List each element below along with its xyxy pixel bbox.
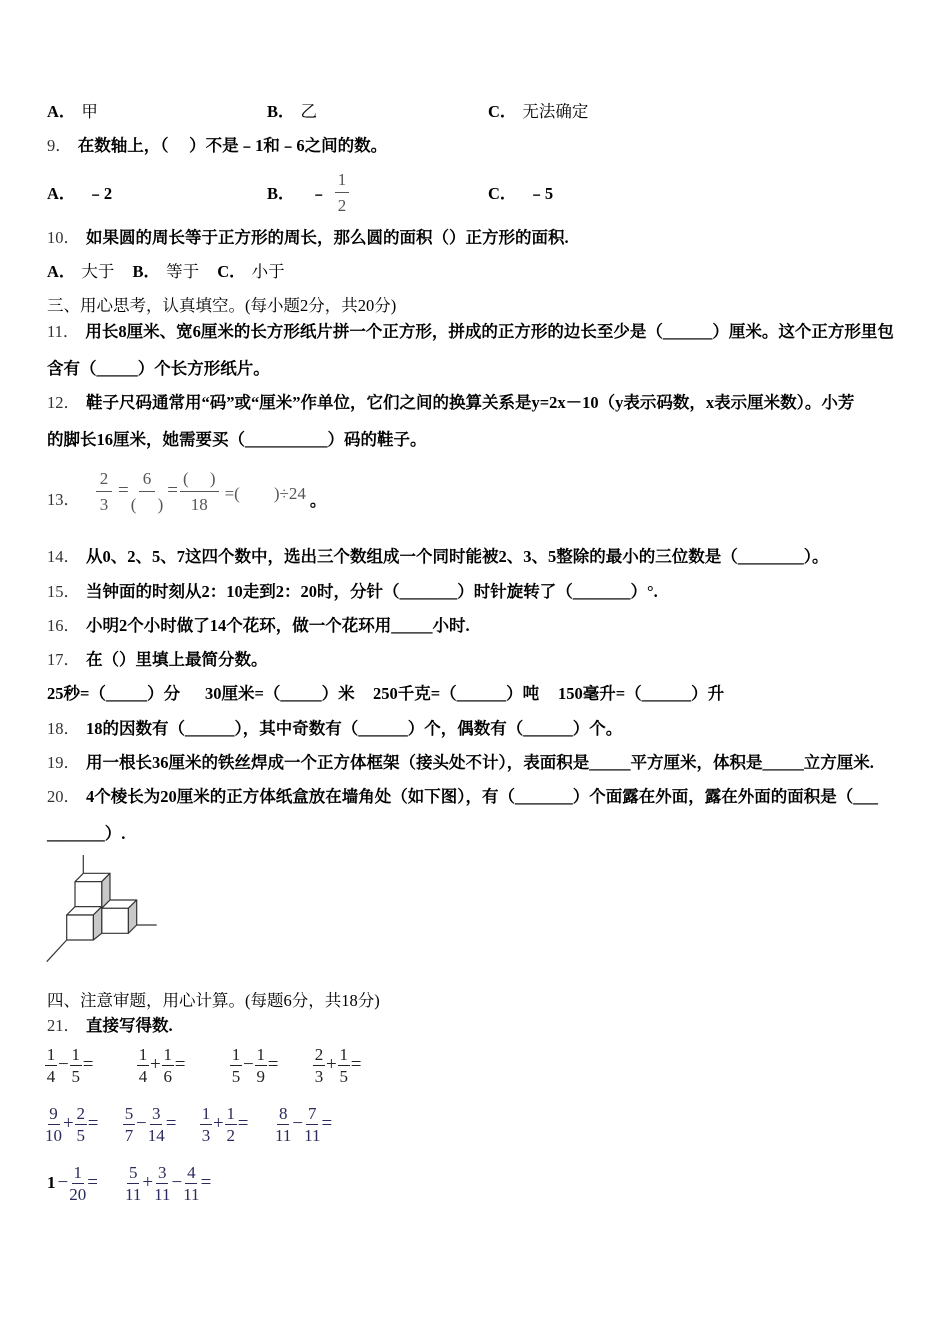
- question-number: 15．: [47, 582, 80, 601]
- operator: +: [142, 1172, 154, 1193]
- period: 。: [309, 491, 327, 510]
- equation-tail: =( )÷24: [224, 483, 306, 503]
- q18: [47, 719, 622, 739]
- calc-expression: [123, 1105, 177, 1143]
- minus-sign: ﹣: [310, 184, 328, 203]
- question-number: 13．: [47, 490, 80, 509]
- option-label: A．: [47, 184, 76, 203]
- q9-option-c: [488, 176, 553, 208]
- q17-item: 25秒=（_____）分: [47, 684, 181, 703]
- q8-option-a: [47, 102, 98, 122]
- denominator: 18: [190, 494, 208, 514]
- question-number: 11．: [47, 322, 80, 341]
- numerator: 1: [226, 1103, 235, 1123]
- question-number: 21．: [47, 1016, 80, 1035]
- q12-line-2: 的脚长16厘米，她需要买（__________）码的鞋子。: [47, 430, 427, 449]
- calc-expression: [45, 1046, 94, 1084]
- question-text: 18的因数有（______），其中奇数有（______）个，偶数有（______）个。: [86, 719, 623, 738]
- equals-sign: =: [82, 1054, 94, 1075]
- denominator: 11: [304, 1125, 321, 1145]
- numerator: 3: [151, 1103, 161, 1123]
- q12-line-1: [47, 393, 854, 413]
- option-text: 甲: [81, 102, 98, 121]
- q14: [47, 547, 829, 567]
- fraction: [275, 1105, 291, 1144]
- q11-line-2: 含有（_____）个长方形纸片。: [47, 359, 270, 378]
- option-label: A．: [47, 102, 76, 121]
- fraction: [154, 1164, 170, 1203]
- fraction: [69, 1164, 86, 1203]
- question-text: 4个棱长为20厘米的正方体纸盒放在墙角处（如下图），有（_______）个面露在外面，露在外面的面积是（___: [86, 787, 878, 806]
- numerator: 5: [128, 1162, 138, 1182]
- option-label: B．: [267, 184, 295, 203]
- whole-number: 1: [47, 1173, 56, 1192]
- option-text: 乙: [300, 102, 318, 121]
- question-number: 14．: [47, 547, 80, 566]
- option-label: C．: [488, 102, 517, 121]
- option-label: A．: [47, 262, 76, 281]
- denominator: 6: [163, 1066, 172, 1086]
- operator: +: [326, 1054, 337, 1075]
- fraction: [123, 1105, 135, 1144]
- numerator: 1: [138, 1044, 148, 1064]
- operator: −: [136, 1113, 147, 1134]
- q19: [47, 753, 874, 773]
- fraction: [255, 1046, 267, 1085]
- denominator: 11: [183, 1184, 200, 1204]
- fraction: [148, 1105, 165, 1144]
- denominator: 5: [76, 1125, 85, 1145]
- question-text: 小明2个小时做了14个花环，做一个花环用_____小时.: [86, 616, 470, 635]
- option-label: B．: [132, 262, 161, 281]
- calc-expression: [45, 1105, 99, 1143]
- q16: [47, 616, 470, 636]
- fraction: [313, 1046, 325, 1085]
- operator: +: [213, 1113, 224, 1134]
- numerator: 1: [231, 1044, 241, 1064]
- numerator: 1: [71, 1044, 80, 1064]
- q10-options: [47, 262, 285, 282]
- denominator: 20: [69, 1184, 87, 1204]
- fraction: [304, 1105, 320, 1144]
- numerator: 9: [49, 1103, 58, 1123]
- operator: −: [57, 1172, 69, 1193]
- fraction: [75, 1105, 87, 1144]
- fraction: [162, 1046, 174, 1085]
- section-heading: 四、注意审题，用心计算。(每题6分，共18分): [47, 991, 380, 1010]
- numerator: 1: [201, 1103, 211, 1123]
- calc-expression: [125, 1164, 212, 1202]
- question-text: 用长8厘米、宽6厘米的长方形纸片拼一个正方形，拼成的正方形的边长至少是（______）厘米。这个正方形里包: [85, 322, 894, 341]
- q9-option-a: [47, 176, 112, 208]
- calc-expression: [137, 1046, 186, 1084]
- equals-sign: =: [174, 1054, 186, 1075]
- option-label: C．: [488, 184, 517, 203]
- question-number: 19．: [47, 753, 80, 772]
- calc-expression: [313, 1046, 362, 1084]
- fraction: [45, 1046, 57, 1085]
- option-text: 小于: [251, 262, 285, 281]
- fraction: [183, 1164, 199, 1203]
- numerator: 2: [314, 1044, 324, 1064]
- denominator: 3: [99, 494, 109, 514]
- q17-item: 250千克=（______）吨: [373, 684, 540, 703]
- equals-sign: =: [200, 1172, 212, 1193]
- calc-expression: [230, 1046, 279, 1084]
- q21-stem: [47, 1016, 173, 1036]
- equals-sign: =: [87, 1172, 98, 1193]
- q17-stem: [47, 650, 268, 670]
- question-number: 9．: [47, 136, 72, 155]
- operator: −: [292, 1113, 304, 1134]
- section-heading: 三、用心思考，认真填空。(每小题2分，共20分): [47, 296, 397, 315]
- fraction: [70, 1046, 82, 1085]
- fraction: [125, 1164, 141, 1203]
- numerator: 1: [335, 171, 349, 193]
- question-text: 直接写得数.: [86, 1016, 173, 1035]
- cube-figure: [40, 850, 170, 975]
- operator: −: [243, 1054, 254, 1075]
- question-text: 在（）里填上最简分数。: [86, 650, 268, 669]
- equals-sign: =: [165, 1113, 177, 1134]
- denominator: 11: [125, 1184, 142, 1204]
- question-text: 如果圆的周长等于正方形的周长，那么圆的面积（）正方形的面积.: [86, 228, 569, 247]
- calc-expression: [275, 1105, 333, 1143]
- question-text: 从0、2、5、7这四个数中，选出三个数组成一个同时能被2、3、5整除的最小的三位数是（________）。: [86, 547, 829, 566]
- q20-line-2: _______）.: [47, 824, 126, 843]
- calc-expression: [47, 1164, 99, 1202]
- equals-sign: =: [167, 480, 179, 501]
- equals-sign: =: [321, 1113, 333, 1134]
- calc-expression: [200, 1105, 249, 1143]
- fraction: [180, 470, 219, 513]
- fraction: [200, 1105, 212, 1144]
- q9-stem: [47, 136, 387, 156]
- denominator: 11: [275, 1125, 292, 1145]
- question-text: 在数轴上，（ ）不是﹣1和﹣6之间的数。: [77, 136, 388, 155]
- fraction: [131, 470, 164, 513]
- numerator: 8: [278, 1103, 288, 1123]
- denominator: ( ): [130, 494, 164, 514]
- question-number: 16．: [47, 616, 80, 635]
- q8-option-c: [488, 102, 588, 122]
- question-text: 用一根长36厘米的铁丝焊成一个正方体框架（接头处不计），表面积是_____平方厘米，体积是_____立方厘米.: [86, 753, 874, 772]
- q20-line-1: [47, 787, 878, 807]
- denominator: 4: [46, 1066, 56, 1086]
- numerator: 6: [139, 470, 155, 492]
- question-number: 10．: [47, 228, 80, 247]
- question-number: 12．: [47, 393, 80, 412]
- numerator: 3: [158, 1162, 167, 1182]
- denominator: 4: [138, 1066, 148, 1086]
- denominator: 9: [256, 1066, 265, 1086]
- numerator: 5: [124, 1103, 134, 1123]
- numerator: 2: [96, 470, 112, 492]
- numerator: 7: [308, 1103, 317, 1123]
- option-text: 等于: [166, 262, 200, 281]
- fraction: [225, 1105, 237, 1144]
- denominator: 2: [337, 195, 347, 215]
- question-text: 当钟面的时刻从2：10走到2：20时，分针（_______）时针旋转了（_______）°.: [86, 582, 658, 601]
- numerator: 1: [339, 1044, 348, 1064]
- denominator: 7: [124, 1125, 134, 1145]
- denominator: 11: [154, 1184, 171, 1204]
- q17-item: 150毫升=（______）升: [558, 684, 725, 703]
- q10-stem: [47, 228, 569, 248]
- equals-sign: =: [237, 1113, 249, 1134]
- q8-option-b: [267, 102, 317, 122]
- cubes-in-corner-icon: [40, 850, 170, 970]
- question-number: 20．: [47, 787, 80, 806]
- equals-sign: =: [267, 1054, 279, 1075]
- operator: −: [171, 1172, 183, 1193]
- denominator: 5: [339, 1066, 348, 1086]
- denominator: 3: [201, 1125, 211, 1145]
- denominator: 2: [226, 1125, 235, 1145]
- option-label: B．: [267, 102, 295, 121]
- operator: +: [63, 1113, 74, 1134]
- equals-sign: =: [350, 1054, 362, 1075]
- fraction: [137, 1046, 149, 1085]
- denominator: 5: [71, 1066, 80, 1086]
- question-number: 18．: [47, 719, 80, 738]
- denominator: 5: [231, 1066, 241, 1086]
- q17-item: 30厘米=（_____）米: [205, 684, 355, 703]
- fraction: [335, 171, 349, 214]
- fraction: [96, 470, 112, 513]
- q13-equation: [47, 470, 326, 512]
- option-text: ﹣2: [87, 184, 113, 203]
- operator: −: [58, 1054, 69, 1075]
- fraction: [338, 1046, 350, 1085]
- denominator: 10: [45, 1125, 62, 1145]
- operator: +: [150, 1054, 161, 1075]
- numerator: 1: [46, 1044, 56, 1064]
- option-text: ﹣5: [528, 184, 554, 203]
- q15: [47, 582, 658, 602]
- option-label: C．: [217, 262, 246, 281]
- numerator: 4: [187, 1162, 196, 1182]
- numerator: ( ): [180, 470, 219, 492]
- denominator: 3: [314, 1066, 324, 1086]
- numerator: 1: [73, 1162, 82, 1182]
- numerator: 1: [256, 1044, 265, 1064]
- equals-sign: =: [87, 1113, 99, 1134]
- fraction: [230, 1046, 242, 1085]
- option-text: 大于: [81, 262, 115, 281]
- question-number: 17．: [47, 650, 80, 669]
- fraction: [45, 1105, 62, 1144]
- equals-sign: =: [118, 480, 129, 501]
- question-text: 鞋子尺码通常用“码”或“厘米”作单位，它们之间的换算关系是y=2x－10（y表示码数，x表示厘米数）。小芳: [86, 393, 855, 412]
- q9-option-b: [267, 169, 349, 215]
- numerator: 1: [163, 1044, 172, 1064]
- denominator: 14: [147, 1125, 165, 1145]
- q11-line-1: [47, 322, 894, 342]
- option-text: 无法确定: [522, 102, 589, 121]
- numerator: 2: [76, 1103, 85, 1123]
